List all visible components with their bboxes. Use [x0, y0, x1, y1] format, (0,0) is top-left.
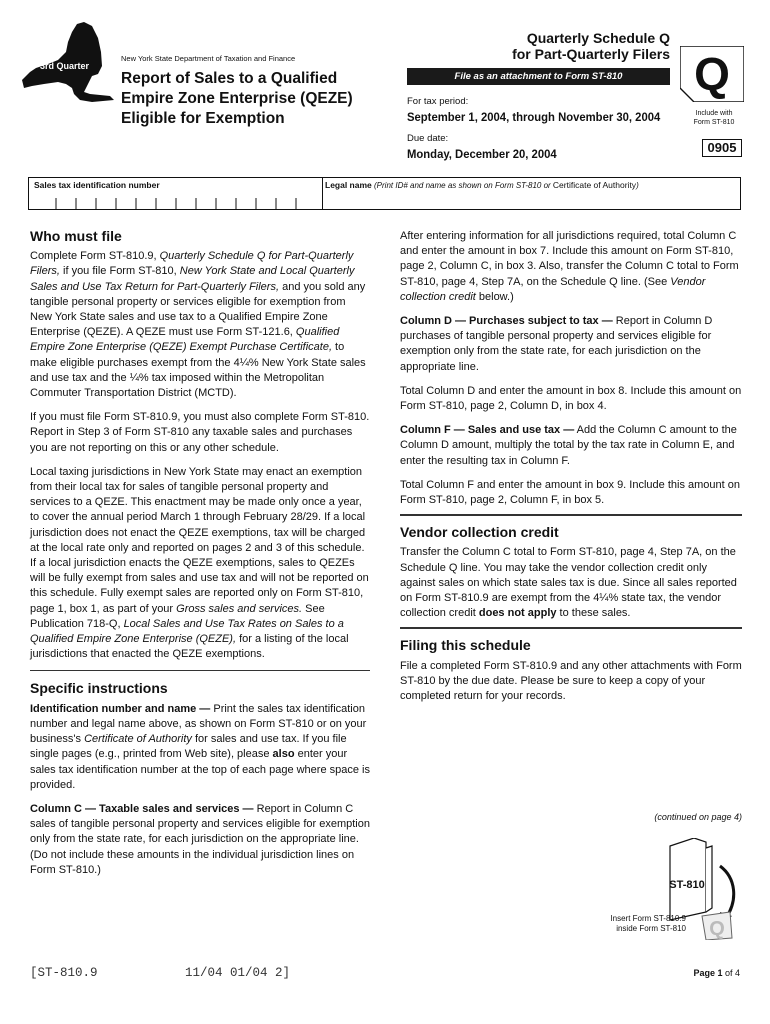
text-segment: After entering information for all jurisdictions required, total Column C and enter the amount in box 7. Include this amount on Form ST-810, page 2, Column C, in box 3. Also, transfer the Column C total to Form ST-810, page 4, Step 7A, on the Schedule Q line. (See [400, 230, 739, 288]
department-name: New York State Department of Taxation and Finance [121, 54, 296, 63]
page-prefix: Page [693, 968, 718, 978]
specific-instructions-heading: Specific instructions [30, 680, 168, 697]
vendor-credit-paragraph [400, 545, 742, 621]
schedule-title [370, 30, 670, 62]
who-must-file-paragraph-1 [30, 249, 370, 401]
footer-form-code: [ST-810.9 [30, 966, 98, 980]
text-segment: Qualified Empire Zone Enterprise (QEZE) Exempt Purchase Certificate, [30, 326, 340, 354]
right-column [400, 229, 742, 713]
text-segment: to these sales. [556, 607, 631, 620]
column-c-total-instructions [400, 229, 742, 305]
continued-note: (continued on page 4) [654, 812, 742, 822]
page-current: 1 [717, 968, 723, 978]
text-segment: New York State and Local Quarterly Sales and Use Tax Return for Part-Quarterly Filers, [30, 265, 355, 293]
page-suffix: of 4 [722, 968, 740, 978]
include-with-line-1: Include with [695, 110, 733, 117]
footer-date-code: 11/04 01/04 2] [185, 966, 291, 980]
filing-heading: Filing this schedule [400, 637, 531, 654]
schedule-title-line-1: Quarterly Schedule Q [526, 30, 670, 46]
text-segment: Column C — Taxable sales and services — [30, 802, 254, 815]
form-title-line-2: Empire Zone Enterprise (QEZE) [121, 90, 353, 107]
text-segment: Transfer the Column C total to Form ST-810, page 4, Step 7A, on the Schedule Q line. You may take the vendor collection credit only against sales on which state sales tax is due. Since all sales reported on Form ST-810.9 are exempt from the 4¼% state tax, the vendor collection credit [400, 546, 737, 620]
section-divider [30, 670, 370, 671]
schedule-q-badge [680, 46, 744, 102]
text-segment: Column D — Purchases subject to tax — [400, 315, 613, 328]
legal-name-input[interactable] [322, 192, 740, 209]
text-segment: Gross sales and services. [176, 602, 303, 615]
text-segment: File a completed Form ST-810.9 and any other attachments with Form ST-810 by the due date. Please be sure to keep a copy of your completed return for your records. [400, 659, 742, 703]
form-title [121, 69, 353, 129]
text-segment: and you sold any tangible personal property or services eligible for exemption from New York State sales and use tax to a Qualified Empire Zone Enterprise (QEZE). A QEZE must use Form ST-121.6, [30, 280, 366, 339]
text-segment: Certificate of Authority [84, 733, 192, 746]
section-divider [400, 514, 742, 516]
text-segment: for sales and use tax. If you file single pages (e.g., printed from Web site), please [30, 733, 347, 761]
insert-q-letter: Q [709, 918, 725, 940]
text-segment: Local Sales and Use Tax Rates on Sales to a Qualified Empire Zone Enterprise (QEZE), [30, 617, 344, 646]
section-divider [400, 627, 742, 629]
text-segment: Add the Column C amount to the Column D amount, multiply the total by the tax rate in Column E, and enter the resulting tax in Column F. [400, 424, 737, 467]
text-segment: Report in Column C sales of tangible personal property and services eligible for exemption only from the state rate, for each jurisdiction on the appropriate line. (Do not include these amounts in the individual jurisdiction lines on Form ST-810.) [30, 802, 370, 876]
quarter-label: 3rd Quarter [40, 61, 90, 71]
form-title-line-1: Report of Sales to a Qualified [121, 70, 338, 87]
text-segment: below.) [475, 290, 514, 303]
page-number [693, 968, 740, 978]
text-segment: for a listing of the local jurisdictions that enacted the QEZE exemptions. [30, 633, 349, 661]
text-segment: if you file Form ST-810, [59, 265, 180, 278]
schedule-q-letter: Q [694, 48, 730, 100]
text-segment: also [272, 748, 295, 761]
tax-period-value: September 1, 2004, through November 30, 2004 [407, 110, 661, 124]
insert-form-label: ST-810 [669, 879, 705, 891]
identification-instructions [30, 702, 370, 793]
legal-name-hint-3: ) [636, 181, 639, 190]
sales-tax-id-label: Sales tax identification number [34, 180, 160, 190]
legal-name-label [325, 180, 639, 190]
include-with-line-2: Form ST-810 [693, 119, 735, 126]
text-segment: Report in Column D purchases of tangible personal property and services eligible for exemption only from the state rate, for each jurisdiction on the appropriate line. [400, 315, 713, 373]
legal-name-hint-1: (Print ID# and name as shown on Form ST-810 or [371, 181, 553, 190]
due-date-value: Monday, December 20, 2004 [407, 147, 557, 161]
sales-tax-id-input[interactable] [34, 196, 304, 210]
who-must-file-paragraph-2 [30, 410, 370, 456]
column-c-instructions [30, 802, 370, 878]
insert-note [590, 914, 686, 934]
due-date-label: Due date: [407, 133, 449, 144]
column-f-total-instructions [400, 478, 742, 508]
left-column [30, 229, 370, 887]
include-with-note [684, 109, 744, 127]
text-segment: enter your sales tax identification number at the top of each page where space is provided. [30, 748, 370, 791]
column-d-instructions [400, 314, 742, 375]
legal-name-hint-2: Certificate of Authority [552, 180, 637, 190]
insert-note-line-1: Insert Form ST-810.9 [610, 914, 686, 923]
text-segment: Total Column F and enter the amount in box 9. Include this amount on Form ST-810, page 2, Column F, in box 5. [400, 478, 740, 507]
text-segment: Quarterly Schedule Q for Part-Quarterly Filers, [30, 250, 354, 278]
who-must-file-heading: Who must file [30, 228, 122, 244]
filing-paragraph [400, 659, 742, 705]
attachment-banner: File as an attachment to Form ST-810 [407, 68, 670, 85]
tax-period-label: For tax period: [407, 96, 469, 107]
text-segment: Complete Form ST-810.9, [30, 250, 160, 263]
legal-name-label-text: Legal name [325, 180, 372, 190]
schedule-title-line-2: for Part-Quarterly Filers [512, 46, 670, 62]
vendor-credit-heading: Vendor collection credit [400, 524, 559, 541]
text-segment: Total Column D and enter the amount in box 8. Include this amount on Form ST-810, page 2, Column D, in box 4. [400, 384, 742, 413]
text-segment: If you must file Form ST-810.9, you must also complete Form ST-810. Report in Step 3 of Form ST-810 any taxable sales and purchases you are not reporting on this or any other schedule. [30, 411, 370, 454]
form-title-line-3: Eligible for Exemption [121, 110, 285, 127]
who-must-file-paragraph-3 [30, 465, 370, 663]
text-segment: to make eligible purchases exempt from the 4¼% New York State sales and use tax and the ¼% tax imposed within the Metropolitan Commuter Transportation District (MCTD). [30, 341, 366, 400]
text-segment: Vendor collection credit [400, 275, 706, 303]
text-segment: Local taxing jurisdictions in New York State may enact an exemption from their local tax for sales of tangible personal property and services to a QEZE. This enactment may be made only once a year, to cover the annual period March 1 through February 28/29. If a local jurisdiction does not enact the QEZE exemptions, tax will be charged at the local rate only and reported on pages 2 and 3 of this schedule. If a local jurisdiction enacts the QEZE exemptions, sales to QEZEs will be fully exempt from sales and use tax and will not be reported on this schedule. Fully exempt sales are reported only on Form ST-810, page 1, box 1, as part of your [30, 465, 369, 615]
text-segment: Identification number and name — [30, 702, 211, 715]
text-segment: See Publication 718-Q, [30, 602, 325, 630]
text-segment: Column F — Sales and use tax — [400, 424, 575, 437]
column-d-total-instructions [400, 384, 742, 414]
text-segment: Print the sales tax identification number and legal name above, as shown on Form ST-810 or on your business's [30, 702, 367, 746]
insert-note-line-2: inside Form ST-810 [616, 924, 686, 933]
text-segment: does not apply [478, 607, 557, 620]
form-code-box: 0905 [702, 139, 742, 157]
column-f-instructions [400, 423, 742, 469]
